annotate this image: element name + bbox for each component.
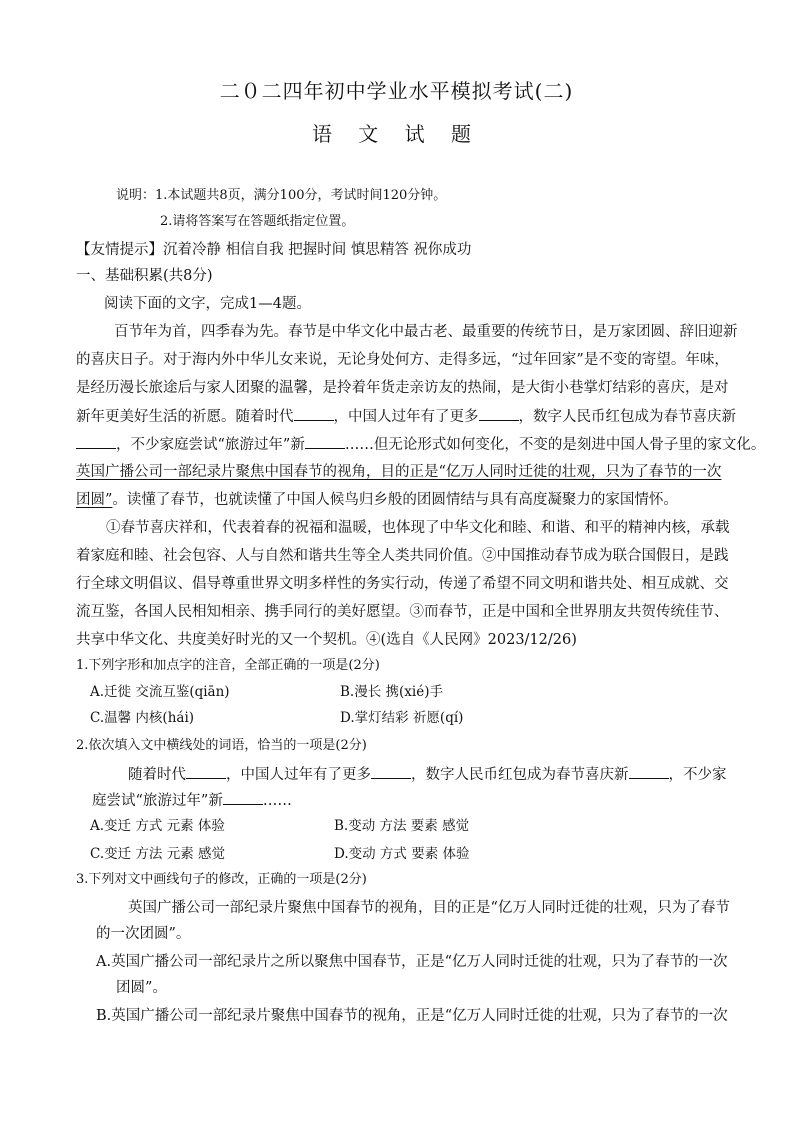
section-heading: 一、基础积累(共8分)	[76, 268, 213, 284]
question-1-stem: 1.下列字形和加点字的注音，全部正确的一项是(2分)	[76, 658, 380, 673]
passage-text: ，不少家庭尝试“旅游过年”新	[116, 437, 305, 453]
passage-line: 行全球文明倡议、倡导尊重世界文明多样性的务实行动，传递了希望不同文明和谐共处、相互成就、交	[76, 576, 729, 592]
passage-line: 是经历漫长旅途后与家人团聚的温馨，是拎着年货走亲访友的热闹，是大街小巷掌灯结彩的喜庆，是对	[76, 380, 729, 396]
fill-blank	[479, 406, 519, 421]
q1-option-c: C.温馨 内核(hái)	[90, 710, 195, 726]
passage-line: 共享中华文化、共度美好时光的又一个契机。④(选自《人民网》2023/12/26)	[76, 632, 577, 648]
q2-text: 随着时代	[128, 767, 186, 783]
fill-blank	[186, 764, 226, 779]
q3-quote: 的一次团圆”。	[96, 926, 191, 942]
fill-blank	[371, 764, 411, 779]
passage-line	[76, 406, 736, 427]
underlined-sentence-end: 团圆”	[76, 492, 113, 508]
note-2: 2.请将答案写在答题纸指定位置。	[160, 214, 355, 229]
q1-option-a: A.迁徙 交流互鉴(qiān)	[90, 684, 230, 700]
q3-option-b: B.英国广播公司一部纪录片聚焦中国春节的视角，正是“亿万人同时迁徙的壮观，只为了春节的一次	[96, 1008, 728, 1024]
passage-line: 流互鉴，各国人民相知相亲、携手同行的美好愿望。③而春节，正是中国和全世界朋友共贺传统佳节、	[76, 604, 729, 620]
question-2-stem: 2.依次填入文中横线处的词语，恰当的一项是(2分)	[76, 738, 367, 753]
q2-quote-line	[128, 764, 727, 785]
q2-text: ，中国人过年有了更多	[226, 767, 371, 783]
q2-option-b: B.变动 方法 要素 感觉	[334, 818, 470, 834]
q3-option-a-cont: 团圆”。	[116, 980, 167, 996]
question-3-stem: 3.下列对文中画线句子的修改，正确的一项是(2分)	[76, 872, 367, 887]
friendly-tip: 【友情提示】沉着冷静 相信自我 把握时间 慎思精答 祝你成功	[76, 242, 472, 258]
fill-blank	[629, 764, 669, 779]
q2-text: ，不少家	[668, 767, 727, 783]
subject-title: 语 文 试 题	[311, 122, 482, 146]
exam-title: 二０二四年初中学业水平模拟考试(二)	[219, 79, 574, 103]
passage-text: ……但无论形式如何变化，不变的是刻进中国人骨子里的家文化。	[344, 437, 766, 453]
q1-option-d: D.掌灯结彩 祈愿(qí)	[340, 710, 464, 726]
passage-text: ，中国人过年有了更多	[333, 409, 479, 425]
reading-instruction: 阅读下面的文字，完成1—4题。	[104, 296, 311, 312]
fill-blank	[76, 434, 116, 449]
q2-text: ……	[262, 793, 292, 809]
q1-option-b: B.漫长 携(xié)手	[340, 684, 443, 700]
passage-line: 的喜庆日子。对于海内外中华儿女来说，无论身处何方、走得多远，“过年回家”是不变的寄望。年味，	[76, 352, 729, 368]
passage-line: ①春节喜庆祥和，代表着春的祝福和温暖，也体现了中华文化和睦、和谐、和平的精神内核，承载	[106, 520, 730, 536]
passage-text: 新年更美好生活的祈愿。随着时代	[76, 409, 294, 425]
q2-option-c: C.变迁 方法 元素 感觉	[90, 846, 226, 862]
fill-blank	[305, 434, 345, 449]
q2-option-a: A.变迁 方式 元素 体验	[90, 818, 225, 834]
q2-text: 庭尝试“旅游过年”新	[92, 793, 223, 809]
q2-option-d: D.变动 方式 要素 体验	[334, 846, 470, 862]
fill-blank	[294, 406, 334, 421]
passage-line: 着家庭和睦、社会包容、人与自然和谐共生等全人类共同价值。②中国推动春节成为联合国假日，是践	[76, 548, 729, 564]
note-1: 说明：1.本试题共8页，满分100分，考试时间120分钟。	[116, 188, 447, 203]
q3-quote: 英国广播公司一部纪录片聚焦中国春节的视角，目的正是“亿万人同时迁徙的壮观，只为了春节	[128, 900, 730, 916]
passage-line	[76, 490, 678, 510]
passage-line: 百节年为首，四季春为先。春节是中华文化中最古老、最重要的传统节日，是万家团圆、辞旧迎新	[114, 324, 738, 340]
passage-text: ，数字人民币红包成为春节喜庆新	[518, 409, 736, 425]
underlined-sentence: 英国广播公司一部纪录片聚焦中国春节的视角，目的正是“亿万人同时迁徙的壮观，只为了春节的一次	[76, 464, 722, 480]
q2-text: ，数字人民币红包成为春节喜庆新	[411, 767, 629, 783]
fill-blank	[223, 790, 263, 805]
passage-line	[76, 434, 765, 455]
passage-text: 。读懂了春节，也就读懂了中国人候鸟归乡般的团圆情结与具有高度凝聚力的家国情怀。	[112, 492, 678, 508]
q3-option-a: A.英国广播公司一部纪录片之所以聚焦中国春节，正是“亿万人同时迁徙的壮观，只为了春节的一次	[96, 954, 728, 970]
q2-quote-line	[92, 790, 292, 811]
